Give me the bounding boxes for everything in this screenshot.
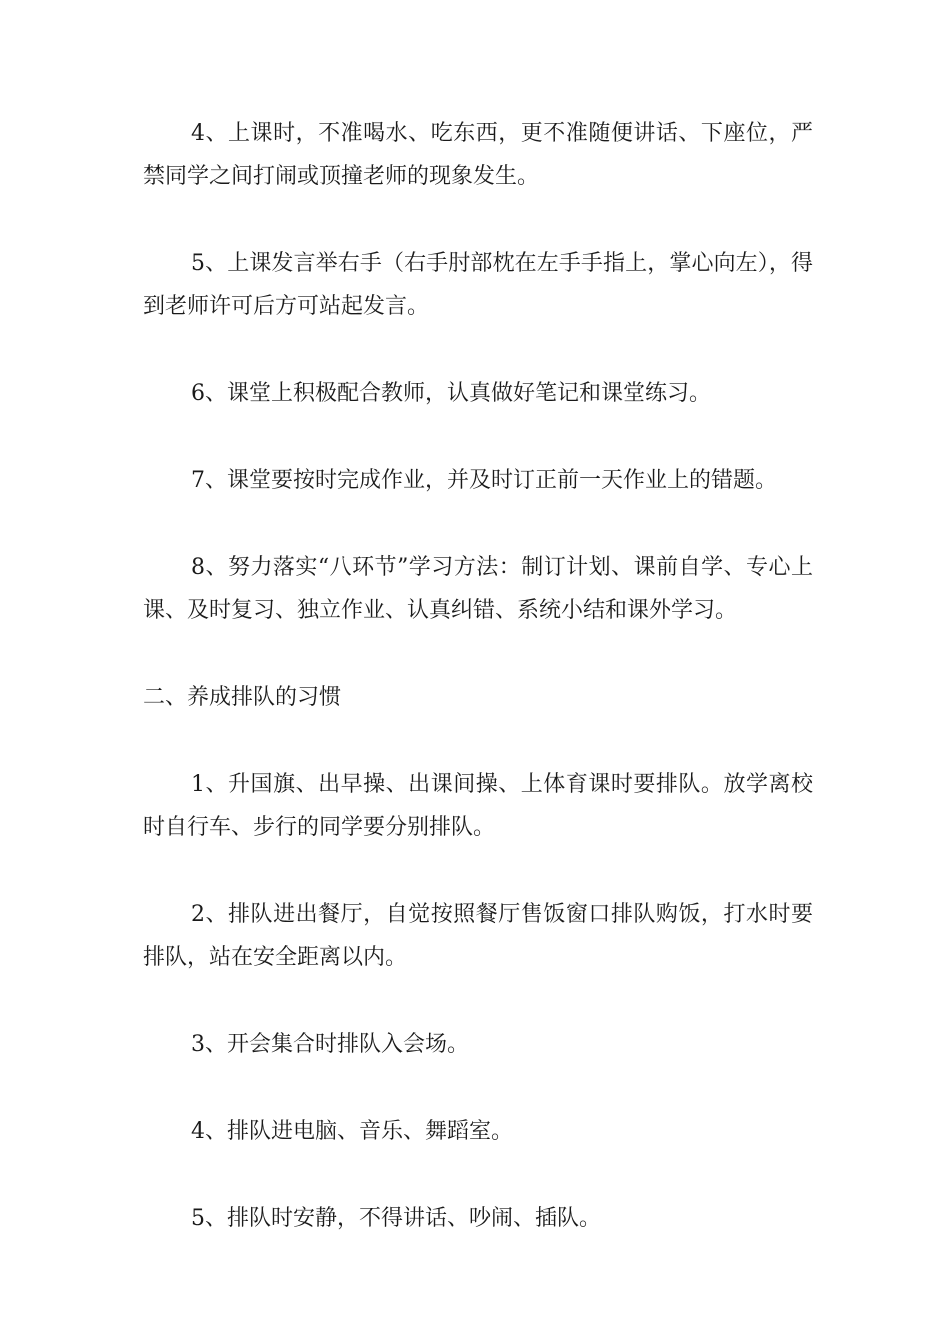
paragraph-class-rule-6: 6、课堂上积极配合教师，认真做好笔记和课堂练习。 (191, 381, 711, 406)
paragraph-class-rule-4: 4、上课时，不准喝水、吃东西，更不准随便讲话、下座位，严禁同学之间打闹或顶撞老师的现象发生。 (143, 121, 813, 189)
paragraph-class-rule-8: 8、努力落实“八环节”学习方法：制订计划、课前自学、专心上课、及时复习、独立作业、认真纠错、系统小结和课外学习。 (143, 555, 813, 623)
section-heading: 二、养成排队的习惯 (143, 685, 342, 710)
paragraph-queue-rule-3: 3、开会集合时排队入会场。 (191, 1032, 469, 1057)
document-body (143, 112, 813, 1284)
paragraph-queue-rule-4: 4、排队进电脑、音乐、舞蹈室。 (191, 1119, 513, 1144)
paragraph-class-rule-5: 5、上课发言举右手（右手肘部枕在左手手指上，掌心向左），得到老师许可后方可站起发言。 (143, 251, 813, 319)
paragraph-class-rule-7: 7、课堂要按时完成作业，并及时订正前一天作业上的错题。 (191, 468, 777, 493)
paragraph-queue-rule-2: 2、排队进出餐厅，自觉按照餐厅售饭窗口排队购饭，打水时要排队，站在安全距离以内。 (143, 902, 813, 970)
paragraph-queue-rule-1: 1、升国旗、出早操、出课间操、上体育课时要排队。放学离校时自行车、步行的同学要分别排队。 (143, 772, 813, 840)
paragraph-queue-rule-5: 5、排队时安静，不得讲话、吵闹、插队。 (191, 1206, 601, 1231)
